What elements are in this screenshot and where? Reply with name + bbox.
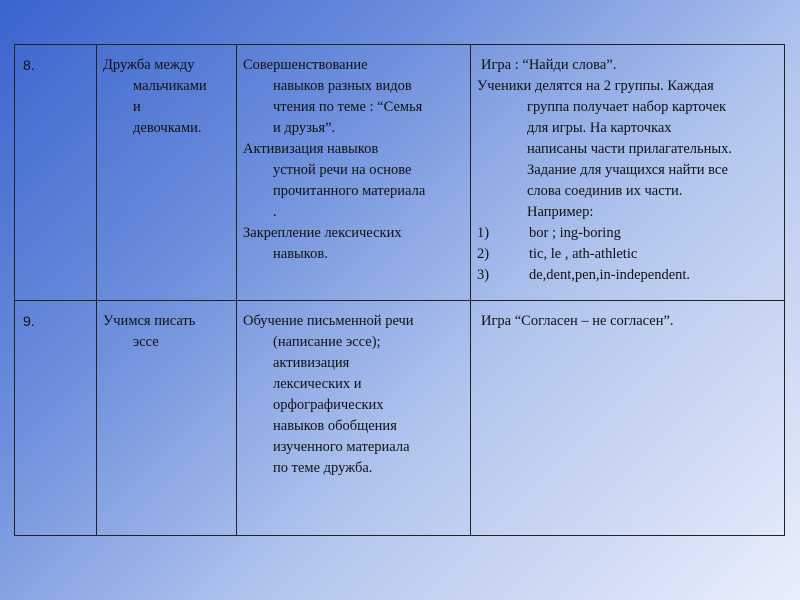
objective-line: активизация [273,355,350,371]
objective-line: Активизация навыков [243,141,379,157]
topic-cell [97,301,237,536]
objective-line: навыков обобщения [273,418,397,434]
topic-line: эссе [133,334,159,350]
topic-line: Учимся писать [103,313,196,329]
objective-paragraph [243,55,464,139]
list-text: bor ; ing-boring [529,225,621,241]
objectives-cell [237,301,471,536]
objective-line: Обучение письменной речи [243,313,414,329]
activity-line: написаны части прилагательных. [527,141,733,157]
objective-paragraph [243,139,464,223]
activity-cell [471,301,785,536]
objective-line: орфографических [273,397,384,413]
example-list-item [477,244,778,265]
topic-line: и [133,99,141,115]
table-row [15,301,785,536]
objective-paragraph [243,311,464,479]
topic-text [103,311,230,353]
topic-line: Дружба между [103,57,195,73]
objective-line: навыков разных видов [273,78,412,94]
activity-line: для игры. На карточках [527,120,672,136]
list-number: 3) [477,267,490,283]
row-number-cell [15,301,97,536]
table-row [15,45,785,301]
topic-text [103,55,230,139]
objective-line: . [273,204,277,220]
activity-continuation [477,97,778,223]
row-number: 8. [23,57,35,73]
objective-line: чтения по теме : “Семья [273,99,423,115]
objective-line: устной речи на основе [273,162,412,178]
lesson-plan-table [14,44,785,536]
topic-cell [97,45,237,301]
example-list-item [477,223,778,244]
objective-line: навыков. [273,246,328,262]
activity-title: Игра : “Найди слова”. [481,57,617,73]
activity-cell [471,45,785,301]
objective-line: по теме дружба. [273,460,373,476]
objectives-cell [237,45,471,301]
activity-line: Например: [527,204,594,220]
list-text: de,dent,pen,in-independent. [529,267,691,283]
list-number: 2) [477,246,490,262]
activity-title: Игра “Согласен – не согласен”. [481,313,674,329]
topic-line: мальчиками [133,78,207,94]
list-text: tic, le , ath-athletic [529,246,638,262]
objective-line: Совершенствование [243,57,368,73]
example-list-item [477,265,778,286]
objective-line: Закрепление лексических [243,225,402,241]
objective-line: изученного материала [273,439,410,455]
activity-line: группа получает набор карточек [527,99,727,115]
objective-line: лексических и [273,376,362,392]
row-number-cell [15,45,97,301]
topic-line: девочками. [133,120,202,136]
objective-line: прочитанного материала [273,183,426,199]
activity-line: Задание для учащихся найти все [527,162,728,178]
list-number: 1) [477,225,490,241]
objective-line: и друзья”. [273,120,336,136]
row-number: 9. [23,313,35,329]
objective-line: (написание эссе); [273,334,381,350]
activity-line: слова соединив их части. [527,183,683,199]
objective-paragraph [243,223,464,265]
activity-line: Ученики делятся на 2 группы. Каждая [477,78,714,94]
